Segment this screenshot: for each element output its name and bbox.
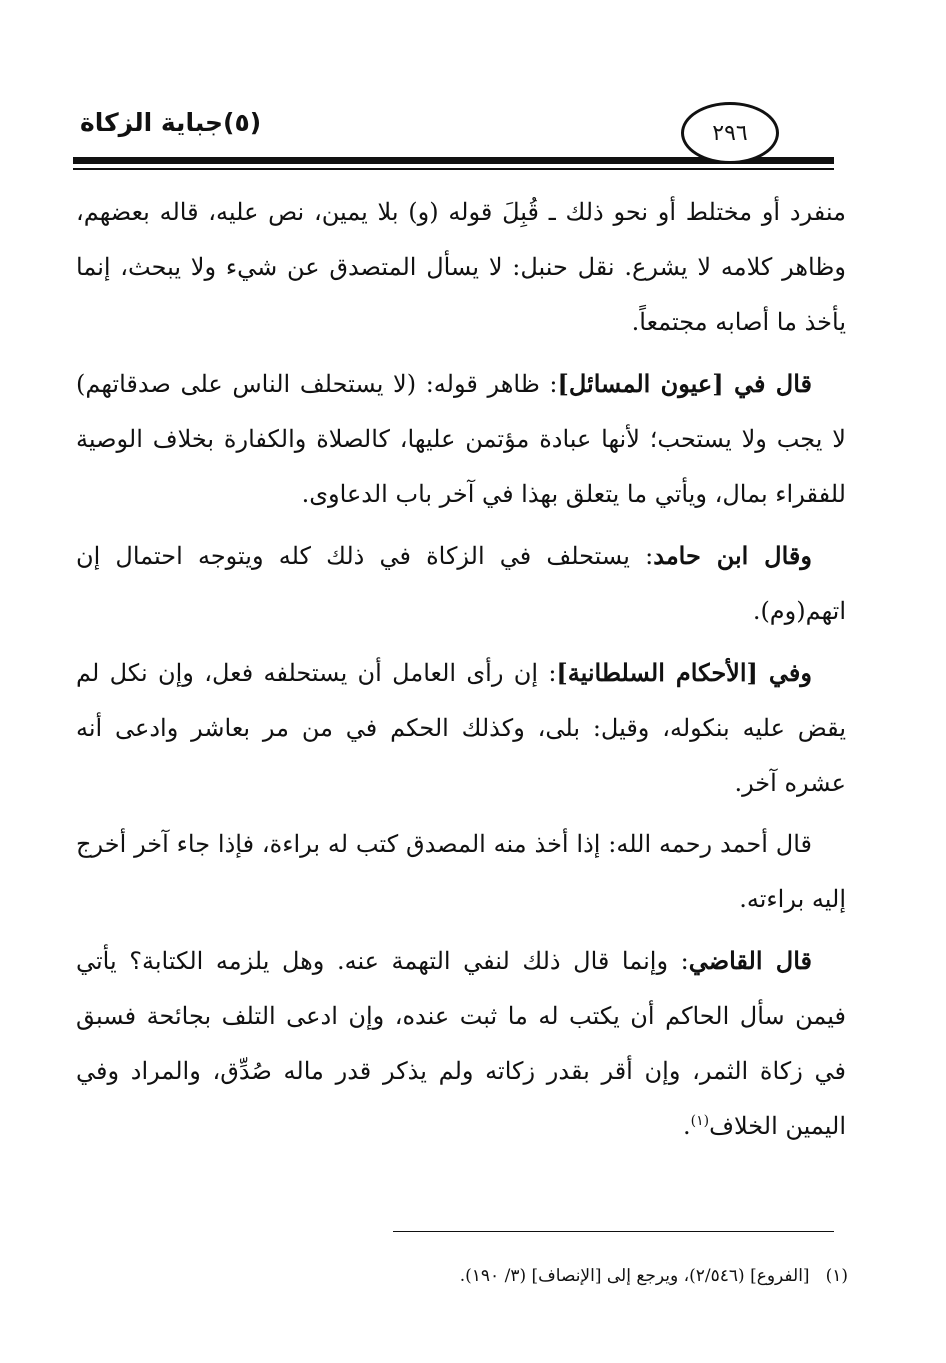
paragraph-text: منفرد أو مختلط أو نحو ذلك ـ قُبِلَ قوله (و) بلا يمين، نص عليه، قاله بعضهم، وظاهر كلامه لا يشرع. نقل حنبل: لا يسأل المتصدق عن شيء ولا يبحث، إنما يأخذ ما أصابه مجتمعاً. [76, 198, 846, 336]
paragraph-text: : يستحلف في الزكاة في ذلك كله ويتوجه احتمال إن اتهم(وم). [76, 542, 846, 625]
paragraph-text: : وإنما قال ذلك لنفي التهمة عنه. وهل يلزمه الكتابة؟ يأتي فيمن سأل الحاكم أن يكتب له ما ثبت عنده، وإن ادعى التلف بجائحة فسبق في زكاة الثمر، وإن أقر بقدر زكاته ولم يذكر قدر ماله صُدِّق، والمراد وفي اليمين الخلاف [76, 947, 846, 1140]
paragraph [76, 356, 846, 522]
paragraph-lead: قال في [عيون المسائل] [557, 369, 812, 398]
paragraph [76, 185, 846, 350]
paragraph-text: : إن رأى العامل أن يستحلفه فعل، وإن نكل لم يقض عليه بنكوله، وقيل: بلى، وكذلك الحكم في من مر بعاشر وادعى أنه عشره آخر. [76, 659, 846, 797]
main-text [76, 185, 846, 1154]
footnote-reference[interactable]: (١) [690, 1113, 710, 1129]
page-number-oval [681, 102, 779, 164]
footnote-text: [الفروع] (٢/٥٤٦)، ويرجع إلى [الإنصاف] (٣/ ١٩٠). [459, 1266, 810, 1286]
chapter-title: (٥)جباية الزكاة [80, 108, 262, 137]
paragraph [76, 933, 846, 1154]
footnote-marker: (١) [825, 1266, 848, 1286]
page-number: ٢٩٦ [712, 120, 748, 146]
header-thin-rule [73, 168, 834, 170]
footnote [300, 1262, 848, 1290]
paragraph-lead: وفي [الأحكام السلطانية] [556, 658, 812, 687]
paragraph-lead: وقال ابن حامد [653, 541, 812, 570]
paragraph-text: قال أحمد رحمه الله: إذا أخذ منه المصدق كتب له براءة، فإذا جاء آخر أخرج إليه براءته. [76, 830, 846, 913]
page-header [0, 0, 946, 175]
paragraph-text: : ظاهر قوله: (لا يستحلف الناس على صدقاتهم) لا يجب ولا يستحب؛ لأنها عبادة مؤتمن عليها، كالصلاة والكفارة بخلاف الوصية للفقراء بمال، ويأتي ما يتعلق بهذا في آخر باب الدعاوى. [76, 370, 846, 508]
paragraph-lead: قال القاضي [688, 946, 812, 975]
paragraph [76, 817, 846, 927]
paragraph [76, 645, 846, 811]
paragraph [76, 528, 846, 639]
paragraph-tail: . [682, 1112, 691, 1140]
footnote-separator [393, 1231, 834, 1232]
